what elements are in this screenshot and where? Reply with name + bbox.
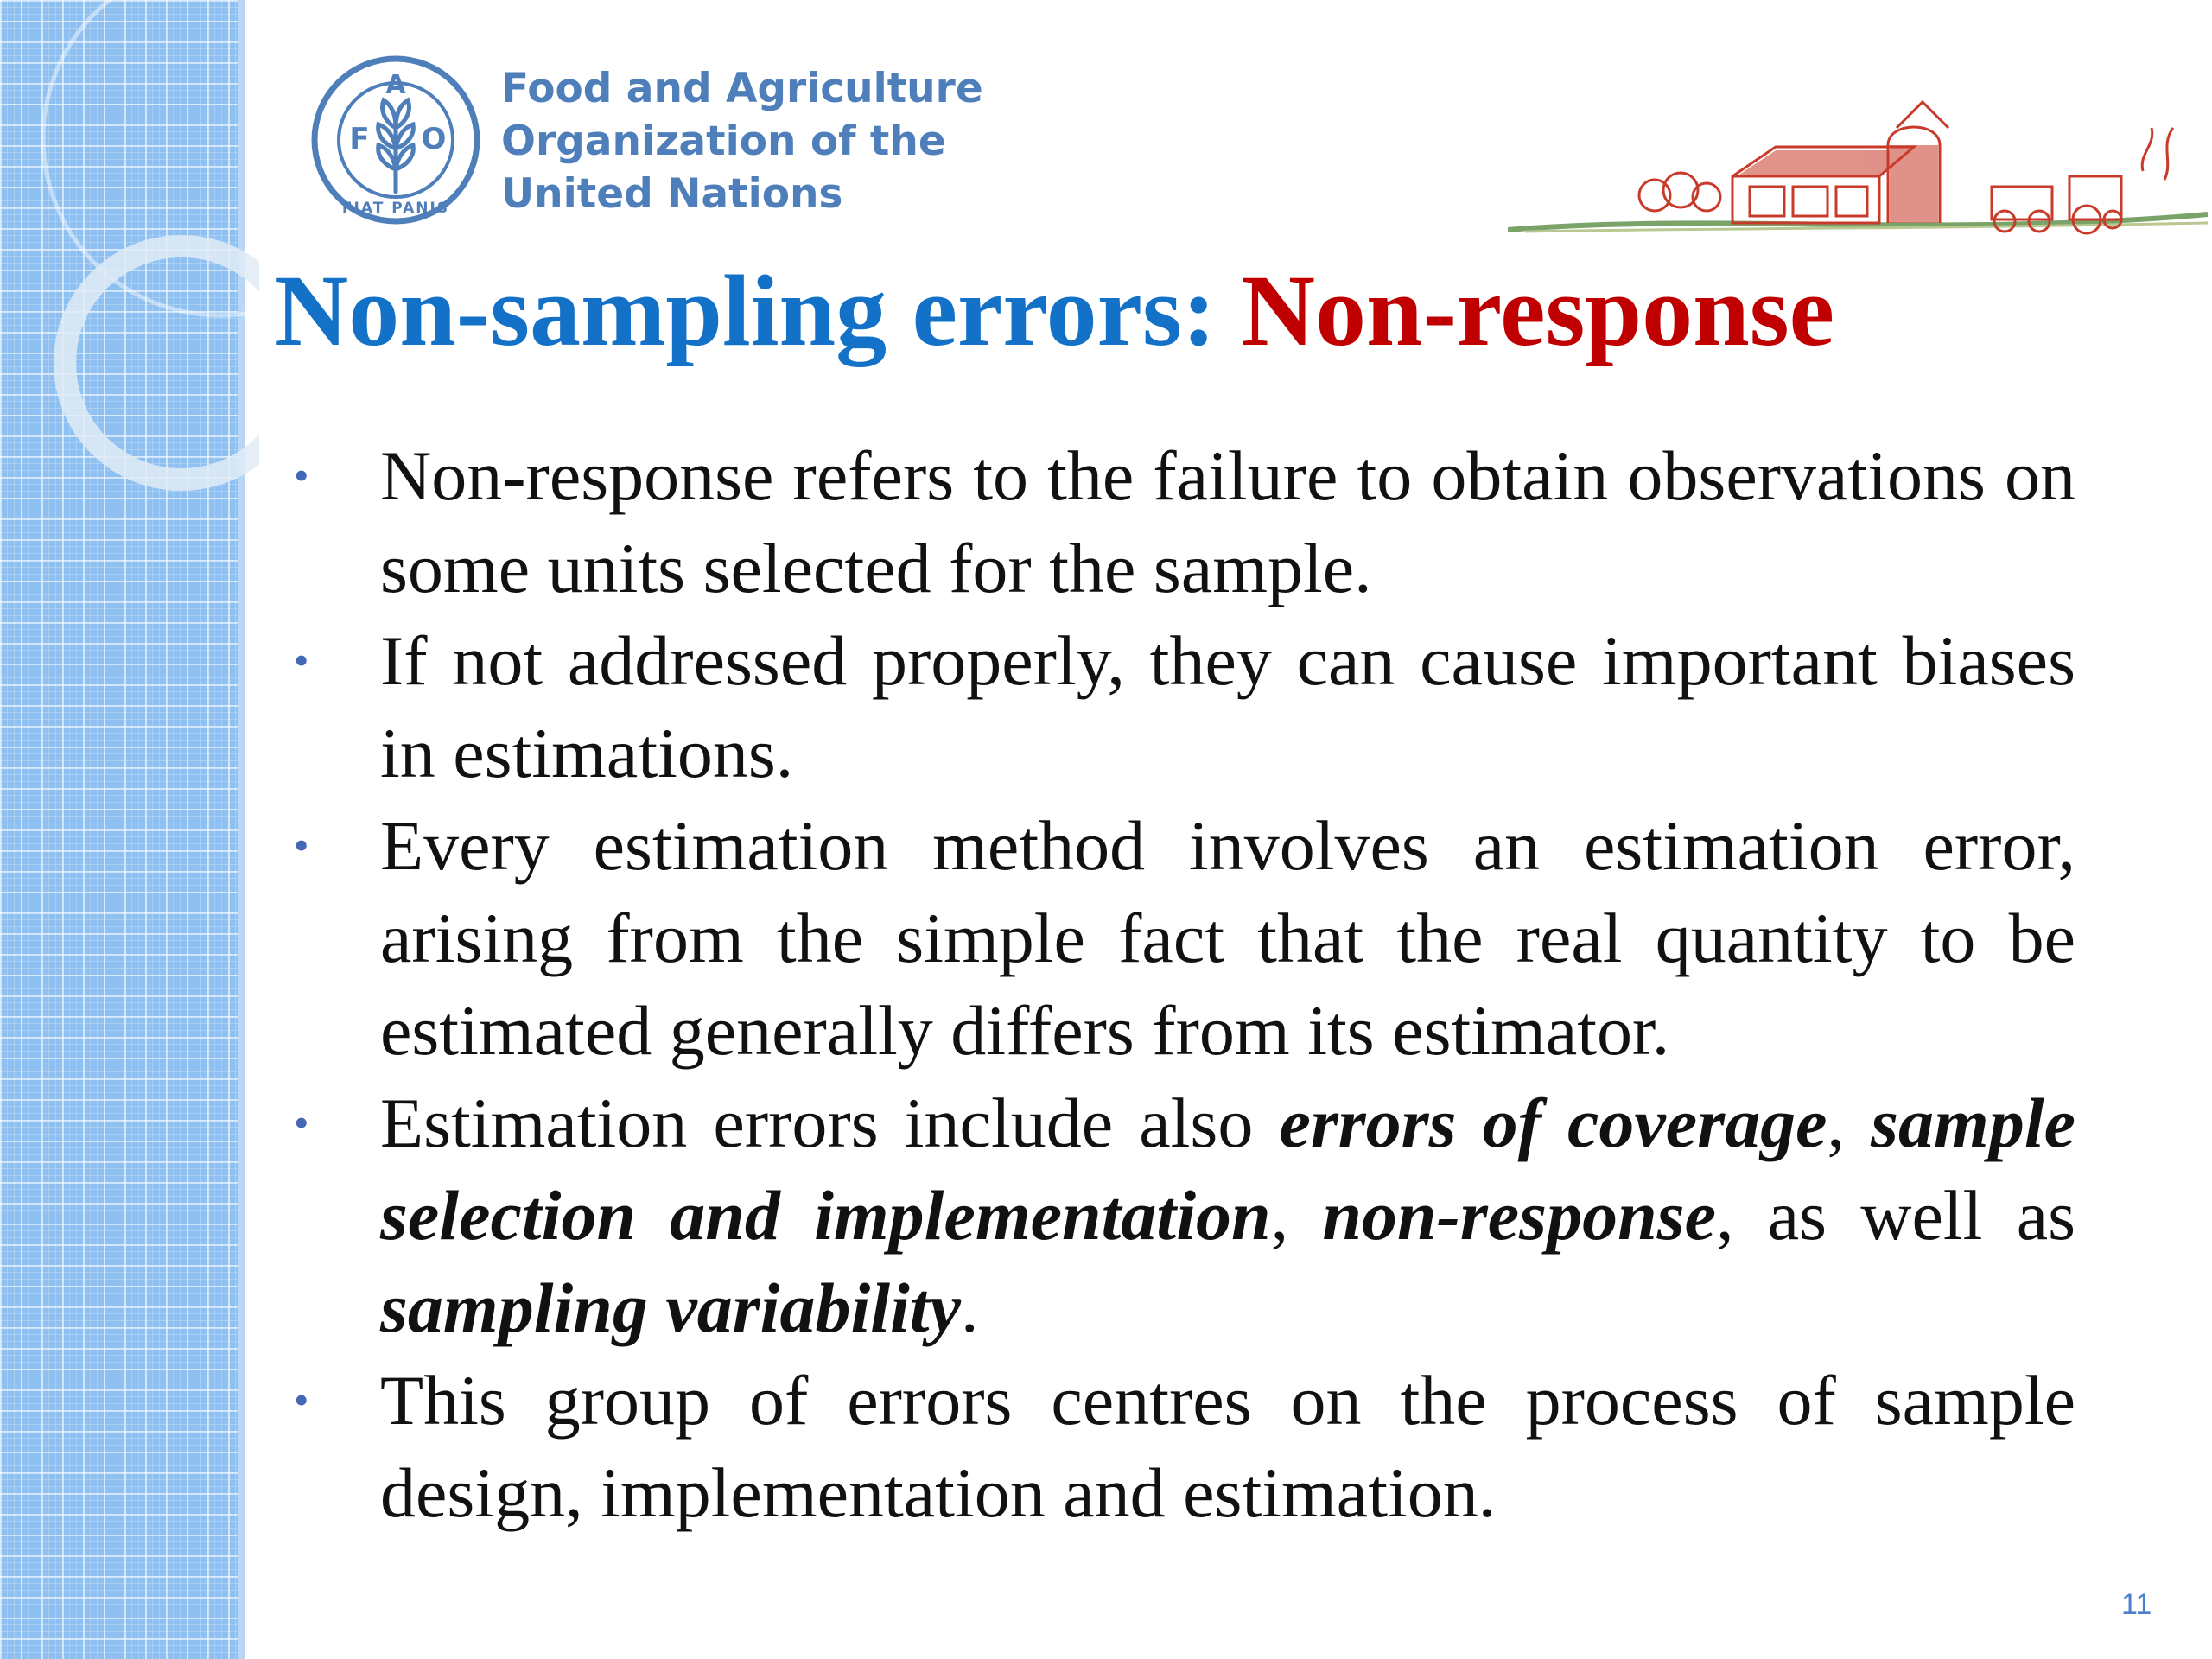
logo-motto: FIAT PANIS	[341, 200, 450, 217]
bullet-text	[380, 1354, 2075, 1539]
emphasized-term: non-response	[1322, 1176, 1716, 1255]
bullet-text-segment: This group of errors centres on the process of sample design, implementation and estimation.	[380, 1361, 2075, 1532]
logo-letter-o: O	[421, 122, 447, 156]
bullet-item	[294, 614, 2075, 799]
bullet-text-segment: ,	[1827, 1084, 1872, 1162]
bullet-text	[380, 614, 2075, 799]
org-name-line-3: United Nations	[501, 170, 843, 218]
bullet-text-segment: , as well as	[1716, 1176, 2075, 1255]
bullet-text-segment: Every estimation method involves an estimation error, arising from the simple fact that the real quantity to be estimated generally differs from its estimator.	[380, 806, 2075, 1070]
bullet-text-segment: Non-response refers to the failure to obtain observations on some units selected for the sample.	[380, 436, 2075, 607]
bullet-text-segment: If not addressed properly, they can cause important biases in estimations.	[380, 621, 2075, 792]
organization-name	[501, 62, 983, 220]
bullet-text	[380, 1077, 2075, 1354]
bullet-text	[380, 799, 2075, 1077]
org-name-line-1: Food and Agriculture	[501, 65, 983, 112]
bullet-item	[294, 1077, 2075, 1354]
title-part-blue: Non-sampling errors:	[275, 254, 1242, 367]
logo-letter-a: A	[385, 70, 406, 100]
emphasized-term: sample selection and implementation	[380, 1084, 2076, 1255]
bullet-item	[294, 799, 2075, 1077]
bullet-marker: •	[294, 1376, 309, 1424]
bullet-marker: •	[294, 636, 309, 684]
bullet-text	[380, 429, 2075, 614]
bullet-marker: •	[294, 451, 309, 499]
slide-title	[275, 251, 1834, 372]
bullet-item	[294, 1354, 2075, 1539]
bullet-text-segment: .	[960, 1268, 979, 1347]
fao-emblem-icon	[309, 54, 482, 226]
bullet-text-segment: Estimation errors include also	[380, 1084, 1280, 1162]
farm-illustration	[1508, 93, 2208, 240]
logo-letter-f: F	[349, 122, 370, 156]
bullet-text-segment: ,	[1270, 1176, 1323, 1255]
bullet-item	[294, 429, 2075, 614]
decorative-rings	[0, 0, 259, 553]
bullet-marker: •	[294, 821, 309, 869]
emphasized-term: sampling variability	[380, 1268, 961, 1347]
bullet-marker: •	[294, 1098, 309, 1147]
page-number: 11	[2121, 1588, 2152, 1621]
emphasized-term: errors of coverage	[1279, 1084, 1827, 1162]
org-name-line-2: Organization of the	[501, 118, 946, 165]
bullet-list	[294, 429, 2075, 1539]
title-part-red: Non-response	[1241, 254, 1834, 367]
